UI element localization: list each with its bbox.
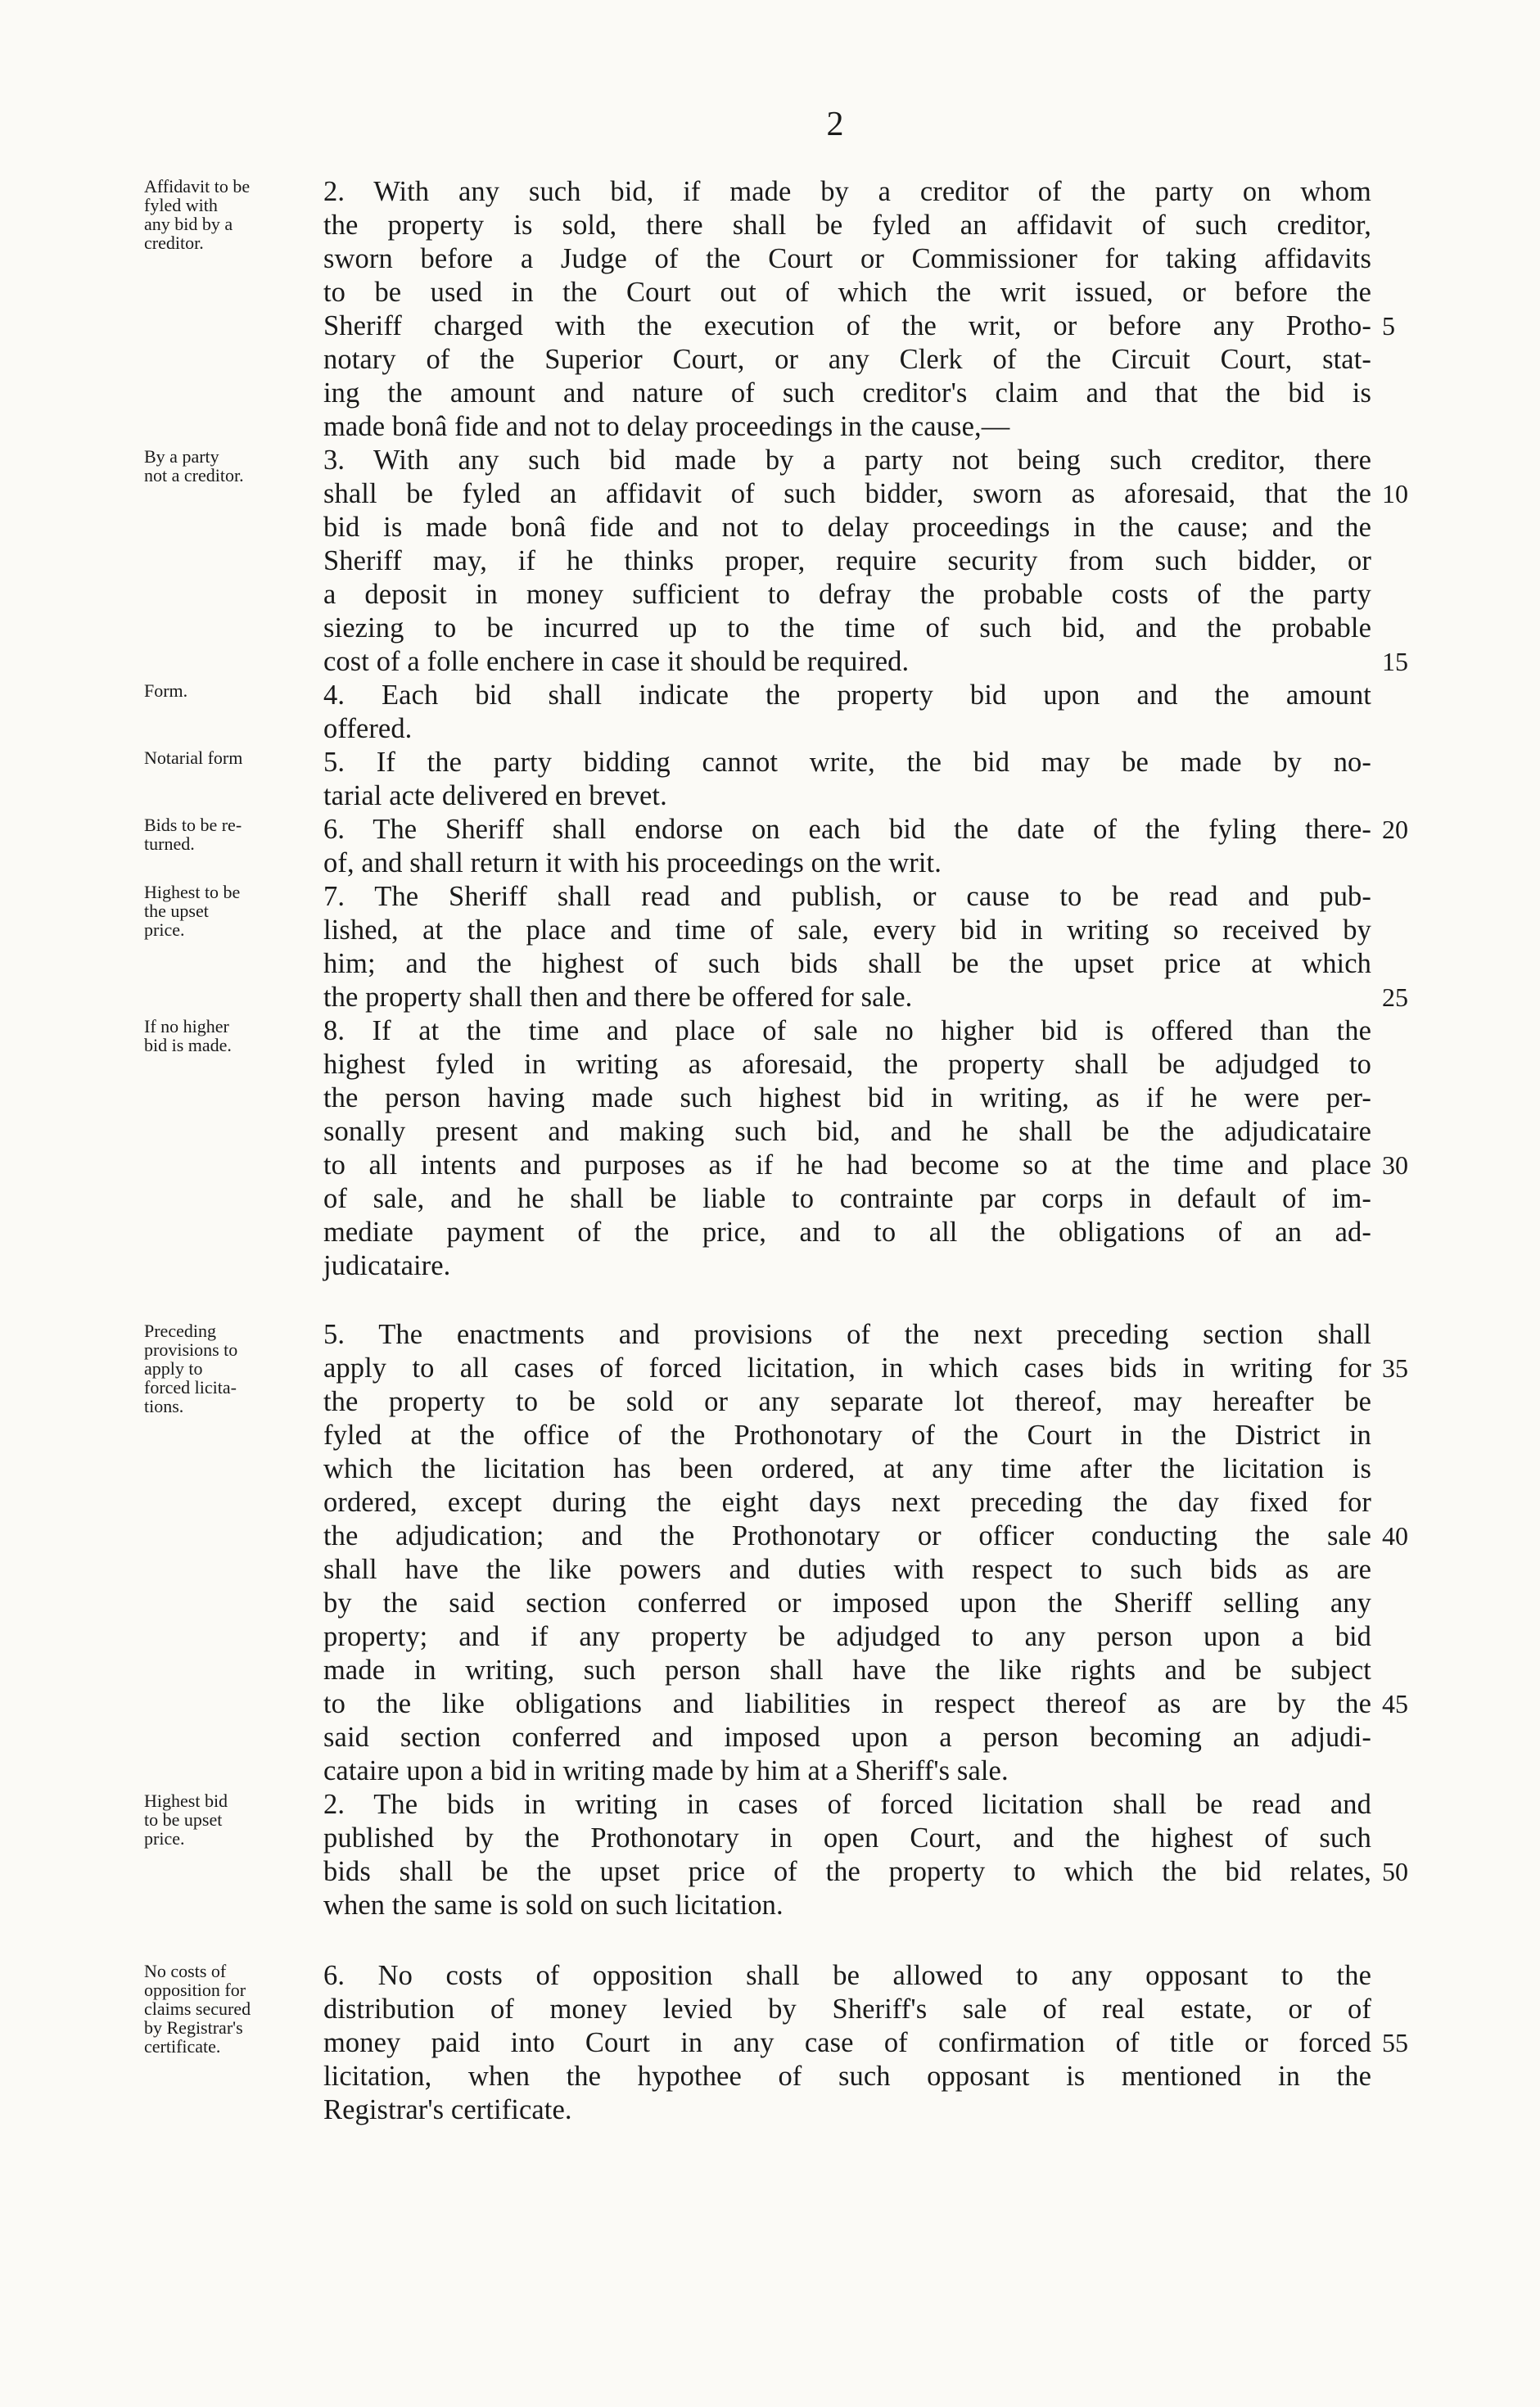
text-line: notary of the Superior Court, or any Clerk of the Circuit Court, stat- [323,344,1371,375]
line-number: 40 [1382,1521,1408,1551]
text-line: 8. If at the time and place of sale no higher bid is offered than the [323,1015,1371,1046]
side-note-line: provisions to [144,1339,238,1360]
side-note-line: certificate. [144,2036,221,2057]
side-note-line: If no higher [144,1016,229,1036]
text-line: highest fyled in writing as aforesaid, the property shall be adjudged to [323,1049,1371,1080]
text-line: licitation, when the hypothee of such opposant is mentioned in the [323,2061,1371,2092]
side-note-line: Highest to be [144,882,241,902]
side-note-line: the upset [144,901,209,921]
line-number: 20 [1382,815,1408,844]
text-line: judicataire. [323,1250,451,1281]
text-line: tarial acte delivered en brevet. [323,780,667,811]
text-line: of, and shall return it with his proceedings on the writ. [323,847,942,878]
text-line: the property is sold, there shall be fyled an affidavit of such creditor, [323,210,1371,241]
text-line: published by the Prothonotary in open Court, and the highest of such [323,1822,1371,1854]
text-line: 6. The Sheriff shall endorse on each bid the date of the fyling there- [323,814,1371,845]
side-note-line: Bids to be re- [144,815,242,835]
text-line: distribution of money levied by Sheriff's sale of real estate, or of [323,1994,1371,2025]
side-note [144,883,324,939]
side-note-line: Form. [144,680,188,701]
line-number: 15 [1382,647,1408,676]
side-note-line: Preceding [144,1321,216,1341]
text-line: to all intents and purposes as if he had become so at the time and place [323,1149,1371,1181]
text-line: ordered, except during the eight days next preceding the day fixed for [323,1487,1371,1518]
line-number: 5 [1382,311,1395,341]
side-note-line: to be upset [144,1809,223,1830]
side-note-line: price. [144,919,185,940]
text-line: him; and the highest of such bids shall be the upset price at which [323,948,1371,979]
side-note [144,1017,324,1054]
text-line: ing the amount and nature of such creditor's claim and that the bid is [323,377,1371,409]
line-number: 45 [1382,1689,1408,1718]
side-note [144,815,324,853]
text-line: to be used in the Court out of which the writ issued, or before the [323,277,1371,308]
line-number: 35 [1382,1353,1408,1383]
text-line: Registrar's certificate. [323,2094,572,2125]
text-line: mediate payment of the price, and to all the obligations of an ad- [323,1217,1371,1248]
side-note [144,1791,324,1848]
text-line: money paid into Court in any case of confirmation of title or forced [323,2027,1371,2058]
side-note [144,177,324,252]
text-line: fyled at the office of the Prothonotary of the Court in the District in [323,1420,1371,1451]
side-note-line: Notarial form [144,747,243,768]
text-line: 5. The enactments and provisions of the next preceding section shall [323,1319,1371,1350]
text-line: 7. The Sheriff shall read and publish, or cause to be read and pub- [323,881,1371,912]
text-line: said section conferred and imposed upon a person becoming an adjudi- [323,1722,1371,1753]
text-line: sonally present and making such bid, and he shall be the adjudicataire [323,1116,1371,1147]
text-line: offered. [323,713,413,744]
side-note-line: fyled with [144,195,218,215]
text-line: of sale, and he shall be liable to contrainte par corps in default of im- [323,1183,1371,1214]
side-note-line: opposition for [144,1980,246,2000]
text-line: Sheriff may, if he thinks proper, require security from such bidder, or [323,545,1371,576]
text-line: 6. No costs of opposition shall be allowed to any opposant to the [323,1960,1371,1991]
side-note-line: claims secured [144,1998,251,2019]
text-line: apply to all cases of forced licitation, in which cases bids in writing for [323,1353,1371,1384]
side-note [144,447,324,485]
side-note [144,681,324,700]
side-note-line: not a creditor. [144,465,244,485]
text-line: 2. With any such bid, if made by a creditor of the party on whom [323,176,1371,207]
side-note-line: creditor. [144,233,204,253]
side-note-line: Highest bid [144,1791,228,1811]
line-number: 25 [1382,982,1408,1012]
side-note-line: tions. [144,1396,184,1416]
text-line: Sheriff charged with the execution of the writ, or before any Protho- [323,310,1371,341]
text-line: shall have the like powers and duties with respect to such bids as are [323,1554,1371,1585]
text-line: 4. Each bid shall indicate the property bid upon and the amount [323,680,1371,711]
text-line: bids shall be the upset price of the property to which the bid relates, [323,1856,1371,1887]
text-line: 2. The bids in writing in cases of forced licitation shall be read and [323,1789,1371,1820]
text-line: which the licitation has been ordered, at any time after the licitation is [323,1453,1371,1484]
text-line: to the like obligations and liabilities in respect thereof as are by the [323,1688,1371,1719]
line-number: 10 [1382,479,1408,508]
side-note-line: forced licita- [144,1377,237,1398]
side-note-line: bid is made. [144,1035,232,1055]
text-line: bid is made bonâ fide and not to delay proceedings in the cause; and the [323,512,1371,543]
text-line: 3. With any such bid made by a party not being such creditor, there [323,445,1371,476]
side-note-line: any bid by a [144,214,233,234]
text-line: lished, at the place and time of sale, every bid in writing so received by [323,914,1371,946]
text-line: made in writing, such person shall have the like rights and be subject [323,1655,1371,1686]
text-line: property; and if any property be adjudged to any person upon a bid [323,1621,1371,1652]
text-line: the property to be sold or any separate lot thereof, may hereafter be [323,1386,1371,1417]
text-line: when the same is sold on such licitation. [323,1890,784,1921]
text-line: shall be fyled an affidavit of such bidder, sworn as aforesaid, that the [323,478,1371,509]
side-note-line: by Registrar's [144,2017,243,2038]
line-number: 50 [1382,1857,1408,1886]
side-note-line: turned. [144,833,195,854]
text-line: sworn before a Judge of the Court or Commissioner for taking affidavits [323,243,1371,274]
text-line: a deposit in money sufficient to defray the probable costs of the party [323,579,1371,610]
side-note-line: price. [144,1828,185,1849]
text-line: cataire upon a bid in writing made by him at a Sheriff's sale. [323,1755,1009,1786]
side-note [144,1962,324,2056]
line-number: 30 [1382,1150,1408,1180]
side-note-line: apply to [144,1358,203,1379]
side-note-line: No costs of [144,1961,227,1981]
text-line: the adjudication; and the Prothonotary or officer conducting the sale [323,1520,1371,1551]
text-line: made bonâ fide and not to delay proceedings in the cause,— [323,411,1010,442]
side-note [144,748,324,767]
side-note-line: By a party [144,446,219,467]
line-number: 55 [1382,2028,1408,2057]
text-line: the property shall then and there be offered for sale. [323,982,913,1013]
side-note-line: Affidavit to be [144,176,251,196]
side-note [144,1321,324,1416]
text-line: the person having made such highest bid in writing, as if he were per- [323,1082,1371,1113]
text-line: 5. If the party bidding cannot write, the bid may be made by no- [323,747,1371,778]
text-line: cost of a folle enchere in case it should be required. [323,646,910,677]
text-line: siezing to be incurred up to the time of such bid, and the probable [323,612,1371,644]
page-number: 2 [826,106,844,143]
text-line: by the said section conferred or imposed upon the Sheriff selling any [323,1587,1371,1619]
